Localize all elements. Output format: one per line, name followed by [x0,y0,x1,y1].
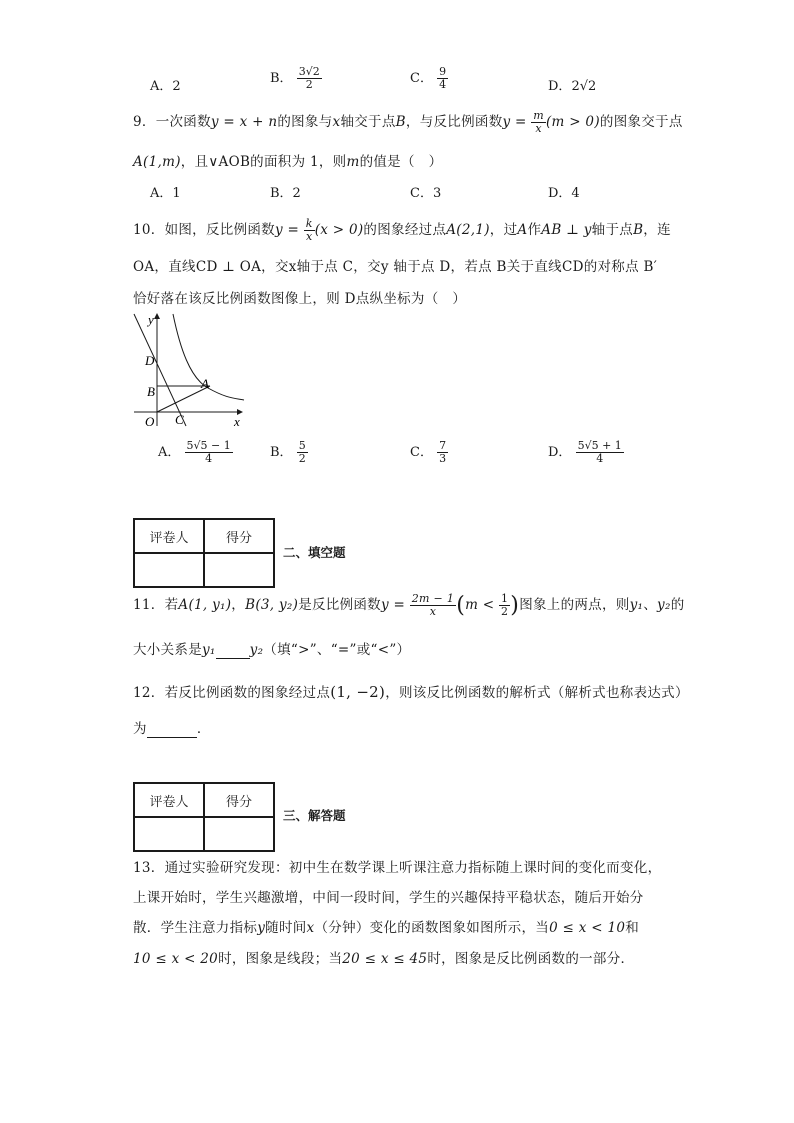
q10-fraction-k-over-x: $\frac{k}{x}$ [305,217,313,243]
label-x: x [234,414,240,429]
label-o: O [145,414,155,429]
q9-option-d[interactable]: D．4 [548,186,580,201]
section2-grader-cell[interactable] [134,553,204,587]
q13-line1: 13．通过实验研究发现：初中生在数学课上听课注意力指标随上课时间的变化而变化， [133,860,662,876]
q11-answer-blank[interactable] [216,642,250,659]
q12-line2: 为 ． [133,721,211,737]
q13-line2: 上课开始时，学生兴趣激增，中间一段时间，学生的兴趣保持平稳状态，随后开始分 [133,890,644,906]
q10-line1: 10．如图，反比例函数y = $\frac{k}{x}$ (x > 0)的图象经过点A(2,1)，过A作AB ⊥ y轴于点B，连 [133,217,671,243]
section2-score-cell[interactable] [204,553,274,587]
q8-option-b[interactable]: B． $\frac{3√2}{2}$ [270,65,320,91]
label-b: B [147,384,155,399]
q9-line1: 9．一次函数y = x + n的图象与x轴交于点B，与反比例函数y = $\frac{m}{x}$ (m > 0)的图象交于点 [133,109,683,135]
q12-answer-blank[interactable] [147,721,197,738]
section2-title: 二、填空题 [283,545,346,560]
q10-line3: 恰好落在该反比例函数图像上，则 D点纵坐标为（ ） [133,291,467,307]
section3-score-cell[interactable] [204,817,274,851]
section2-grader-header: 评卷人 [134,519,204,553]
q10-option-c[interactable]: C． $\frac{7}{3}$ [410,439,447,465]
q11-line1: 11．若A(1, y₁)，B(3, y₂)是反比例函数y = $\frac{2m - 1}{x}$ (m < $\frac{1}{2}$ )图象上的两点，则y₁、y₂的 [133,592,685,618]
q10-option-a-fraction: $\frac{5√5 - 1}{4}$ [186,439,231,465]
q8-option-a[interactable]: A．2 [150,79,181,94]
section3-grader-cell[interactable] [134,817,204,851]
q9-option-c[interactable]: C．3 [410,186,442,201]
q8-option-d[interactable]: D．2√2 [548,79,597,94]
q11-line2: 大小关系是y₁ y₂（填“>”、“=”或“<”） [133,642,411,658]
q10-option-d[interactable]: D． $\frac{5√5 + 1}{4}$ [548,439,622,465]
q10-option-c-fraction: $\frac{7}{3}$ [439,439,447,465]
q10-option-b[interactable]: B． $\frac{5}{2}$ [270,439,306,465]
q10-option-b-fraction: $\frac{5}{2}$ [298,439,306,465]
q10-option-d-fraction: $\frac{5√5 + 1}{4}$ [577,439,622,465]
q10-figure [128,308,250,430]
section3-score-header: 得分 [204,783,274,817]
q12-line1: 12．若反比例函数的图象经过点(1, −2)，则该反比例函数的解析式（解析式也称表达式） [133,683,689,701]
q11-fraction-main: $\frac{2m - 1}{x}$ [411,592,455,618]
line-cd [134,314,186,426]
q13-line3: 散．学生注意力指标y随时间x（分钟）变化的函数图象如图所示，当0 ≤ x < 10和 [133,920,640,936]
q9-fraction-m-over-x: $\frac{m}{x}$ [533,109,544,135]
section3-score-table [133,782,275,852]
section3-grader-header: 评卷人 [134,783,204,817]
q13-line4: 10 ≤ x < 20时，图象是线段；当20 ≤ x ≤ 45时，图象是反比例函数的一部分． [133,951,635,967]
section2-score-table [133,518,275,588]
q8-option-c[interactable]: C． $\frac{9}{4}$ [410,65,447,91]
q10-option-a[interactable]: A． $\frac{5√5 - 1}{4}$ [158,439,231,465]
label-c: C [175,412,184,427]
q8-option-c-fraction: $\frac{9}{4}$ [439,65,447,91]
section2-score-header: 得分 [204,519,274,553]
label-a: A [201,376,209,391]
q9-option-a[interactable]: A．1 [150,186,181,201]
q8-option-b-fraction: $\frac{3√2}{2}$ [298,65,320,91]
q9-option-b[interactable]: B．2 [270,186,301,201]
label-y: y [148,312,154,327]
label-d: D [145,353,155,368]
section3-title: 三、解答题 [283,808,346,823]
q10-line2: OA，直线CD ⊥ OA，交x轴于点 C，交y 轴于点 D，若点 B关于直线CD的对称点 B′ [133,259,658,275]
q11-fraction-half: $\frac{1}{2}$ [500,592,509,618]
q9-line2: A(1,m)，且∨AOB的面积为 1，则m的值是（ ） [133,154,443,170]
